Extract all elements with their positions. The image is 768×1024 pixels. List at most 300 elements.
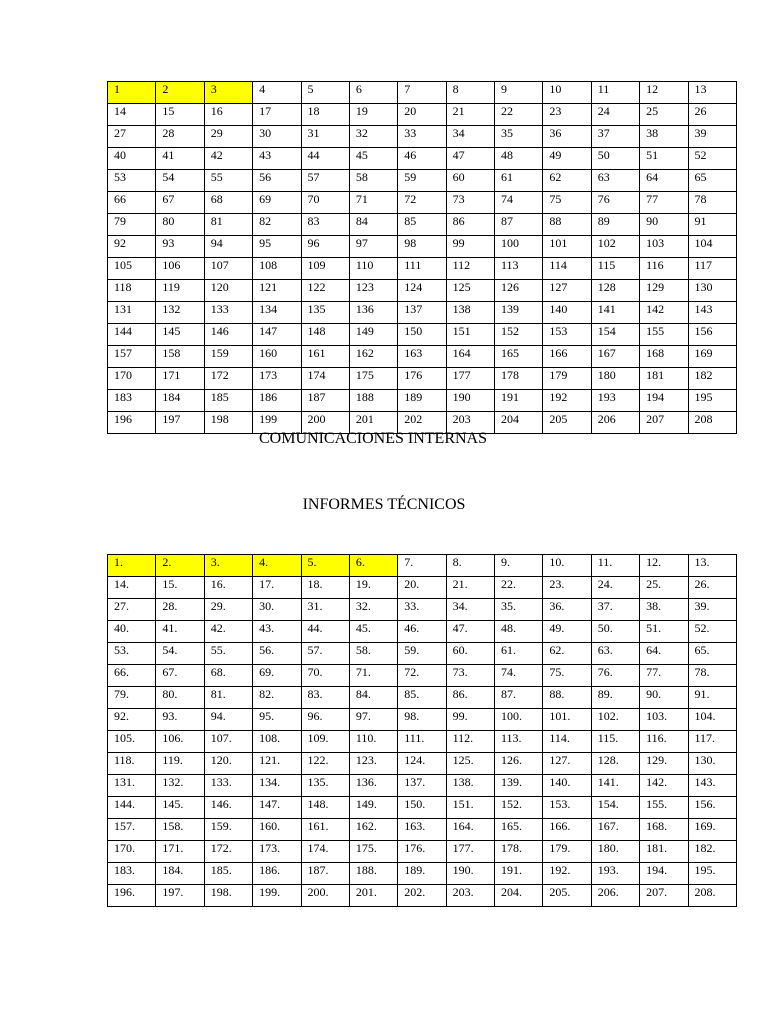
- number-cell: 84: [349, 214, 397, 236]
- number-cell: 68.: [204, 665, 252, 687]
- number-cell: 103.: [640, 709, 688, 731]
- number-cell: 85: [398, 214, 446, 236]
- number-cell: 206.: [591, 885, 639, 907]
- table-row: [108, 819, 737, 841]
- number-cell: 62: [543, 170, 591, 192]
- number-cell: 11: [591, 82, 639, 104]
- number-cell: 126: [495, 280, 543, 302]
- number-cell: 179: [543, 368, 591, 390]
- number-cell: 25: [640, 104, 688, 126]
- number-cell: 168: [640, 346, 688, 368]
- number-cell: 102: [591, 236, 639, 258]
- number-cell: 81.: [204, 687, 252, 709]
- number-cell: 103: [640, 236, 688, 258]
- number-cell: 169.: [688, 819, 737, 841]
- number-cell: 121.: [253, 753, 301, 775]
- number-cell: 69: [253, 192, 301, 214]
- number-cell: 131.: [108, 775, 156, 797]
- number-cell: 208.: [688, 885, 737, 907]
- number-cell: 87: [495, 214, 543, 236]
- number-cell: 15: [156, 104, 204, 126]
- number-cell: 199.: [253, 885, 301, 907]
- number-cell: 59.: [398, 643, 446, 665]
- number-cell: 149: [349, 324, 397, 346]
- number-cell: 41: [156, 148, 204, 170]
- number-cell: 203.: [446, 885, 494, 907]
- number-cell: 150.: [398, 797, 446, 819]
- number-cell: 83: [301, 214, 349, 236]
- number-cell: 77.: [640, 665, 688, 687]
- number-cell: 192: [543, 390, 591, 412]
- number-cell: 120: [204, 280, 252, 302]
- number-cell: 19: [349, 104, 397, 126]
- number-cell: 165.: [495, 819, 543, 841]
- number-cell: 146.: [204, 797, 252, 819]
- table-row: [108, 368, 737, 390]
- number-cell: 21.: [446, 577, 494, 599]
- number-cell: 63: [591, 170, 639, 192]
- number-cell: 67.: [156, 665, 204, 687]
- number-cell: 15.: [156, 577, 204, 599]
- number-cell: 140: [543, 302, 591, 324]
- number-cell: 63.: [591, 643, 639, 665]
- number-cell: 31: [301, 126, 349, 148]
- number-cell: 58: [349, 170, 397, 192]
- number-cell: 2: [156, 82, 204, 104]
- number-cell: 96.: [301, 709, 349, 731]
- number-cell: 182.: [688, 841, 737, 863]
- table-row: [108, 555, 737, 577]
- number-cell: 148: [301, 324, 349, 346]
- number-cell: 208: [688, 412, 737, 434]
- number-cell: 206: [591, 412, 639, 434]
- number-cell: 10.: [543, 555, 591, 577]
- table-row: [108, 731, 737, 753]
- number-cell: 139.: [495, 775, 543, 797]
- number-cell: 77: [640, 192, 688, 214]
- number-cell: 2.: [156, 555, 204, 577]
- number-cell: 33.: [398, 599, 446, 621]
- number-cell: 52: [688, 148, 737, 170]
- table-row: [108, 170, 737, 192]
- number-cell: 46: [398, 148, 446, 170]
- number-cell: 90.: [640, 687, 688, 709]
- number-cell: 125: [446, 280, 494, 302]
- number-cell: 161: [301, 346, 349, 368]
- table-row: [108, 797, 737, 819]
- number-cell: 110: [349, 258, 397, 280]
- number-cell: 42: [204, 148, 252, 170]
- number-cell: 57: [301, 170, 349, 192]
- number-cell: 10: [543, 82, 591, 104]
- number-cell: 151: [446, 324, 494, 346]
- number-cell: 69.: [253, 665, 301, 687]
- number-cell: 52.: [688, 621, 737, 643]
- number-cell: 31.: [301, 599, 349, 621]
- number-cell: 48.: [495, 621, 543, 643]
- number-cell: 112: [446, 258, 494, 280]
- number-cell: 82.: [253, 687, 301, 709]
- number-cell: 40.: [108, 621, 156, 643]
- number-cell: 7: [398, 82, 446, 104]
- number-cell: 157: [108, 346, 156, 368]
- number-cell: 93: [156, 236, 204, 258]
- number-cell: 56.: [253, 643, 301, 665]
- table-row: [108, 192, 737, 214]
- number-cell: 193.: [591, 863, 639, 885]
- number-cell: 160.: [253, 819, 301, 841]
- table-row: [108, 82, 737, 104]
- number-cell: 3.: [204, 555, 252, 577]
- number-cell: 101.: [543, 709, 591, 731]
- informes-tecnicos-heading: INFORMES TÉCNICOS: [302, 496, 466, 513]
- table-row: [108, 643, 737, 665]
- number-cell: 167.: [591, 819, 639, 841]
- number-cell: 196: [108, 412, 156, 434]
- number-cell: 205: [543, 412, 591, 434]
- number-cell: 20.: [398, 577, 446, 599]
- number-cell: 109.: [301, 731, 349, 753]
- number-cell: 74: [495, 192, 543, 214]
- number-cell: 73: [446, 192, 494, 214]
- number-cell: 37.: [591, 599, 639, 621]
- number-cell: 151.: [446, 797, 494, 819]
- number-cell: 40: [108, 148, 156, 170]
- number-cell: 38: [640, 126, 688, 148]
- number-cell: 138.: [446, 775, 494, 797]
- number-cell: 49.: [543, 621, 591, 643]
- number-cell: 30: [253, 126, 301, 148]
- number-cell: 73.: [446, 665, 494, 687]
- number-cell: 183: [108, 390, 156, 412]
- number-cell: 61: [495, 170, 543, 192]
- number-cell: 65: [688, 170, 737, 192]
- number-cell: 130: [688, 280, 737, 302]
- number-cell: 48: [495, 148, 543, 170]
- number-cell: 197.: [156, 885, 204, 907]
- number-cell: 115.: [591, 731, 639, 753]
- number-cell: 202: [398, 412, 446, 434]
- table-row: [108, 841, 737, 863]
- number-cell: 171.: [156, 841, 204, 863]
- number-cell: 155.: [640, 797, 688, 819]
- number-cell: 76.: [591, 665, 639, 687]
- number-cell: 70: [301, 192, 349, 214]
- table-row: [108, 753, 737, 775]
- number-cell: 106: [156, 258, 204, 280]
- number-cell: 55: [204, 170, 252, 192]
- number-cell: 29: [204, 126, 252, 148]
- number-cell: 105.: [108, 731, 156, 753]
- number-cell: 71.: [349, 665, 397, 687]
- number-cell: 172.: [204, 841, 252, 863]
- number-cell: 92.: [108, 709, 156, 731]
- number-cell: 202.: [398, 885, 446, 907]
- number-cell: 83.: [301, 687, 349, 709]
- number-cell: 9.: [495, 555, 543, 577]
- number-cell: 57.: [301, 643, 349, 665]
- number-cell: 144: [108, 324, 156, 346]
- number-cell: 142: [640, 302, 688, 324]
- number-cell: 153.: [543, 797, 591, 819]
- number-cell: 44: [301, 148, 349, 170]
- number-cell: 188.: [349, 863, 397, 885]
- table-row: [108, 302, 737, 324]
- number-cell: 181: [640, 368, 688, 390]
- number-cell: 34.: [446, 599, 494, 621]
- number-cell: 58.: [349, 643, 397, 665]
- number-cell: 105: [108, 258, 156, 280]
- number-cell: 46.: [398, 621, 446, 643]
- number-cell: 113: [495, 258, 543, 280]
- number-cell: 190: [446, 390, 494, 412]
- number-cell: 207: [640, 412, 688, 434]
- number-cell: 124: [398, 280, 446, 302]
- number-cell: 117.: [688, 731, 737, 753]
- informes-tecnicos-number-table: [107, 554, 737, 907]
- number-cell: 204.: [495, 885, 543, 907]
- number-cell: 27: [108, 126, 156, 148]
- number-cell: 165: [495, 346, 543, 368]
- number-cell: 54: [156, 170, 204, 192]
- number-cell: 192.: [543, 863, 591, 885]
- number-cell: 67: [156, 192, 204, 214]
- table-row: [108, 687, 737, 709]
- number-cell: 92: [108, 236, 156, 258]
- number-cell: 109: [301, 258, 349, 280]
- number-cell: 87.: [495, 687, 543, 709]
- number-cell: 55.: [204, 643, 252, 665]
- number-cell: 35.: [495, 599, 543, 621]
- number-cell: 78.: [688, 665, 737, 687]
- number-cell: 135: [301, 302, 349, 324]
- number-cell: 164: [446, 346, 494, 368]
- number-cell: 190.: [446, 863, 494, 885]
- number-cell: 54.: [156, 643, 204, 665]
- number-cell: 162: [349, 346, 397, 368]
- number-cell: 80: [156, 214, 204, 236]
- number-cell: 195: [688, 390, 737, 412]
- number-cell: 107: [204, 258, 252, 280]
- number-cell: 85.: [398, 687, 446, 709]
- number-cell: 25.: [640, 577, 688, 599]
- number-cell: 198.: [204, 885, 252, 907]
- number-cell: 204: [495, 412, 543, 434]
- number-cell: 194: [640, 390, 688, 412]
- number-cell: 170: [108, 368, 156, 390]
- number-cell: 161.: [301, 819, 349, 841]
- number-cell: 74.: [495, 665, 543, 687]
- number-cell: 50.: [591, 621, 639, 643]
- number-cell: 181.: [640, 841, 688, 863]
- number-cell: 64: [640, 170, 688, 192]
- number-cell: 137.: [398, 775, 446, 797]
- number-cell: 8.: [446, 555, 494, 577]
- number-cell: 96: [301, 236, 349, 258]
- table-row: [108, 280, 737, 302]
- number-cell: 149.: [349, 797, 397, 819]
- number-cell: 121: [253, 280, 301, 302]
- number-cell: 183.: [108, 863, 156, 885]
- number-cell: 173.: [253, 841, 301, 863]
- number-cell: 5: [301, 82, 349, 104]
- number-cell: 117: [688, 258, 737, 280]
- number-cell: 134: [253, 302, 301, 324]
- number-cell: 84.: [349, 687, 397, 709]
- number-cell: 1: [108, 82, 156, 104]
- number-cell: 86: [446, 214, 494, 236]
- number-cell: 116: [640, 258, 688, 280]
- number-cell: 122.: [301, 753, 349, 775]
- number-cell: 160: [253, 346, 301, 368]
- number-cell: 178.: [495, 841, 543, 863]
- number-cell: 180.: [591, 841, 639, 863]
- number-cell: 191.: [495, 863, 543, 885]
- number-cell: 110.: [349, 731, 397, 753]
- number-cell: 41.: [156, 621, 204, 643]
- number-cell: 65.: [688, 643, 737, 665]
- number-cell: 116.: [640, 731, 688, 753]
- number-cell: 4: [253, 82, 301, 104]
- number-cell: 154.: [591, 797, 639, 819]
- number-cell: 186: [253, 390, 301, 412]
- number-cell: 189: [398, 390, 446, 412]
- number-cell: 104.: [688, 709, 737, 731]
- number-cell: 45.: [349, 621, 397, 643]
- number-cell: 6: [349, 82, 397, 104]
- number-cell: 173: [253, 368, 301, 390]
- number-cell: 12: [640, 82, 688, 104]
- number-cell: 159.: [204, 819, 252, 841]
- number-cell: 174: [301, 368, 349, 390]
- number-cell: 203: [446, 412, 494, 434]
- number-cell: 27.: [108, 599, 156, 621]
- number-cell: 169: [688, 346, 737, 368]
- number-cell: 97.: [349, 709, 397, 731]
- number-cell: 37: [591, 126, 639, 148]
- number-cell: 16.: [204, 577, 252, 599]
- number-cell: 114.: [543, 731, 591, 753]
- number-cell: 94: [204, 236, 252, 258]
- number-cell: 34: [446, 126, 494, 148]
- number-cell: 127: [543, 280, 591, 302]
- number-cell: 8: [446, 82, 494, 104]
- number-cell: 51: [640, 148, 688, 170]
- number-cell: 80.: [156, 687, 204, 709]
- number-cell: 6.: [349, 555, 397, 577]
- number-cell: 175: [349, 368, 397, 390]
- number-cell: 125.: [446, 753, 494, 775]
- table-row: [108, 775, 737, 797]
- number-cell: 75.: [543, 665, 591, 687]
- table-row: [108, 885, 737, 907]
- number-cell: 95.: [253, 709, 301, 731]
- number-cell: 98.: [398, 709, 446, 731]
- number-cell: 81: [204, 214, 252, 236]
- number-cell: 59: [398, 170, 446, 192]
- number-cell: 142.: [640, 775, 688, 797]
- number-cell: 93.: [156, 709, 204, 731]
- number-cell: 112.: [446, 731, 494, 753]
- number-cell: 43.: [253, 621, 301, 643]
- number-cell: 171: [156, 368, 204, 390]
- number-cell: 132: [156, 302, 204, 324]
- number-cell: 26: [688, 104, 737, 126]
- number-cell: 157.: [108, 819, 156, 841]
- number-cell: 129: [640, 280, 688, 302]
- number-cell: 47.: [446, 621, 494, 643]
- number-cell: 91: [688, 214, 737, 236]
- number-cell: 143: [688, 302, 737, 324]
- number-cell: 22: [495, 104, 543, 126]
- number-cell: 141: [591, 302, 639, 324]
- number-cell: 72: [398, 192, 446, 214]
- number-cell: 147.: [253, 797, 301, 819]
- number-cell: 23.: [543, 577, 591, 599]
- number-cell: 94.: [204, 709, 252, 731]
- number-cell: 36: [543, 126, 591, 148]
- number-cell: 182: [688, 368, 737, 390]
- number-cell: 139: [495, 302, 543, 324]
- number-cell: 3: [204, 82, 252, 104]
- number-cell: 122: [301, 280, 349, 302]
- number-cell: 198: [204, 412, 252, 434]
- number-cell: 177.: [446, 841, 494, 863]
- number-cell: 66.: [108, 665, 156, 687]
- number-cell: 200: [301, 412, 349, 434]
- number-cell: 159: [204, 346, 252, 368]
- number-cell: 45: [349, 148, 397, 170]
- number-cell: 101: [543, 236, 591, 258]
- number-cell: 135.: [301, 775, 349, 797]
- number-cell: 136: [349, 302, 397, 324]
- number-cell: 177: [446, 368, 494, 390]
- number-cell: 127.: [543, 753, 591, 775]
- number-cell: 175.: [349, 841, 397, 863]
- number-cell: 118: [108, 280, 156, 302]
- number-cell: 156: [688, 324, 737, 346]
- number-cell: 89.: [591, 687, 639, 709]
- number-cell: 36.: [543, 599, 591, 621]
- number-cell: 200.: [301, 885, 349, 907]
- table-row: [108, 665, 737, 687]
- number-cell: 16: [204, 104, 252, 126]
- number-cell: 17.: [253, 577, 301, 599]
- number-cell: 133.: [204, 775, 252, 797]
- number-cell: 124.: [398, 753, 446, 775]
- number-cell: 205.: [543, 885, 591, 907]
- table-row: [108, 126, 737, 148]
- number-cell: 187.: [301, 863, 349, 885]
- number-cell: 90: [640, 214, 688, 236]
- number-cell: 130.: [688, 753, 737, 775]
- number-cell: 28: [156, 126, 204, 148]
- number-cell: 164.: [446, 819, 494, 841]
- number-cell: 95: [253, 236, 301, 258]
- number-cell: 166: [543, 346, 591, 368]
- number-cell: 131: [108, 302, 156, 324]
- number-cell: 184: [156, 390, 204, 412]
- number-cell: 1.: [108, 555, 156, 577]
- number-cell: 70.: [301, 665, 349, 687]
- table-row: [108, 104, 737, 126]
- number-cell: 168.: [640, 819, 688, 841]
- number-cell: 186.: [253, 863, 301, 885]
- number-cell: 62.: [543, 643, 591, 665]
- number-cell: 75: [543, 192, 591, 214]
- number-cell: 39.: [688, 599, 737, 621]
- number-cell: 144.: [108, 797, 156, 819]
